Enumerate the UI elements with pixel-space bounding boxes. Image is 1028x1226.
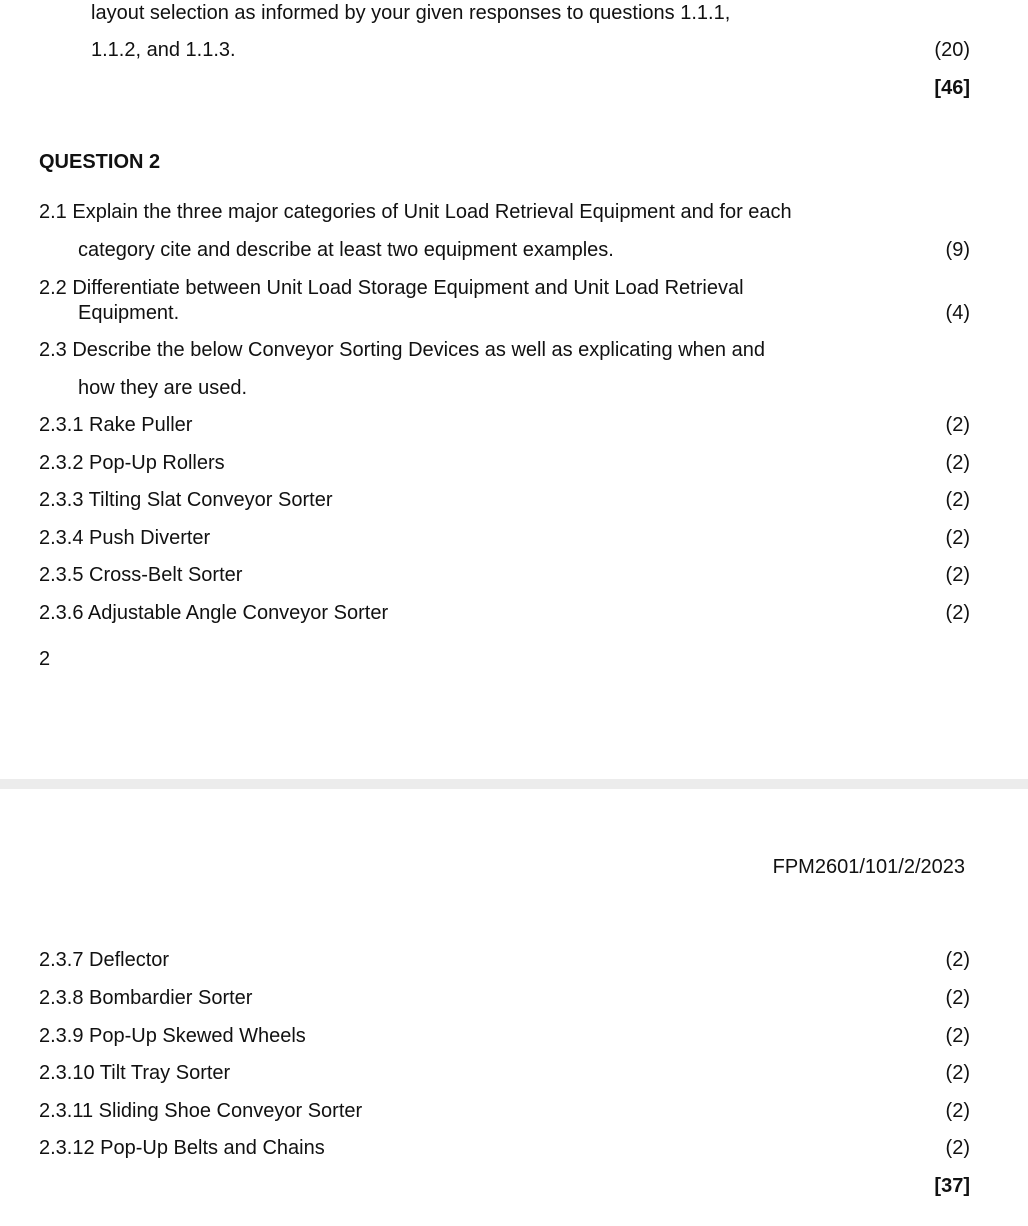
- list-item-marks: (2): [945, 949, 970, 971]
- list-item-marks: (2): [945, 564, 970, 586]
- page-divider: [0, 779, 1028, 789]
- q2-total-marks: [37]: [934, 1175, 970, 1197]
- list-item-label: 2.3.6 Adjustable Angle Conveyor Sorter: [39, 602, 389, 624]
- intro-line-1: layout selection as informed by your given responses to questions 1.1.1,: [91, 2, 731, 24]
- list-item-marks: (2): [945, 414, 970, 436]
- list-item-marks: (2): [945, 1062, 970, 1084]
- list-item-label: 2.3.9 Pop-Up Skewed Wheels: [39, 1025, 306, 1047]
- list-item-label: 2.3.1 Rake Puller: [39, 414, 193, 436]
- list-item-label: 2.3.7 Deflector: [39, 949, 170, 971]
- doc-code-header: FPM2601/101/2/2023: [772, 856, 965, 878]
- list-item-label: 2.3.2 Pop-Up Rollers: [39, 452, 225, 474]
- intro-line-2: 1.1.2, and 1.1.3.: [91, 39, 236, 61]
- q2-2-line-1: 2.2 Differentiate between Unit Load Storage Equipment and Unit Load Retrieval: [39, 277, 744, 299]
- list-item-label: 2.3.5 Cross-Belt Sorter: [39, 564, 243, 586]
- list-item-label: 2.3.12 Pop-Up Belts and Chains: [39, 1137, 325, 1159]
- q2-2-line-2: Equipment.: [78, 302, 180, 324]
- q2-1-line-2: category cite and describe at least two equipment examples.: [78, 239, 614, 261]
- q2-2-marks: (4): [945, 302, 970, 324]
- q2-3-line-1: 2.3 Describe the below Conveyor Sorting Devices as well as explicating when and: [39, 339, 765, 361]
- list-item-label: 2.3.3 Tilting Slat Conveyor Sorter: [39, 489, 333, 511]
- q2-1-line-1: 2.1 Explain the three major categories of Unit Load Retrieval Equipment and for each: [39, 201, 792, 223]
- list-item-label: 2.3.4 Push Diverter: [39, 527, 211, 549]
- list-item-marks: (2): [945, 602, 970, 624]
- list-item-label: 2.3.11 Sliding Shoe Conveyor Sorter: [39, 1100, 363, 1122]
- list-item-marks: (2): [945, 1100, 970, 1122]
- list-item-marks: (2): [945, 987, 970, 1009]
- list-item-marks: (2): [945, 1137, 970, 1159]
- list-item-marks: (2): [945, 527, 970, 549]
- q2-3-line-2: how they are used.: [78, 377, 247, 399]
- question-heading: QUESTION 2: [39, 151, 161, 173]
- list-item-label: 2.3.8 Bombardier Sorter: [39, 987, 253, 1009]
- page-number: 2: [39, 648, 51, 670]
- list-item-label: 2.3.10 Tilt Tray Sorter: [39, 1062, 231, 1084]
- intro-marks: (20): [934, 39, 970, 61]
- q1-total-marks: [46]: [934, 77, 970, 99]
- list-item-marks: (2): [945, 1025, 970, 1047]
- list-item-marks: (2): [945, 489, 970, 511]
- list-item-marks: (2): [945, 452, 970, 474]
- q2-1-marks: (9): [945, 239, 970, 261]
